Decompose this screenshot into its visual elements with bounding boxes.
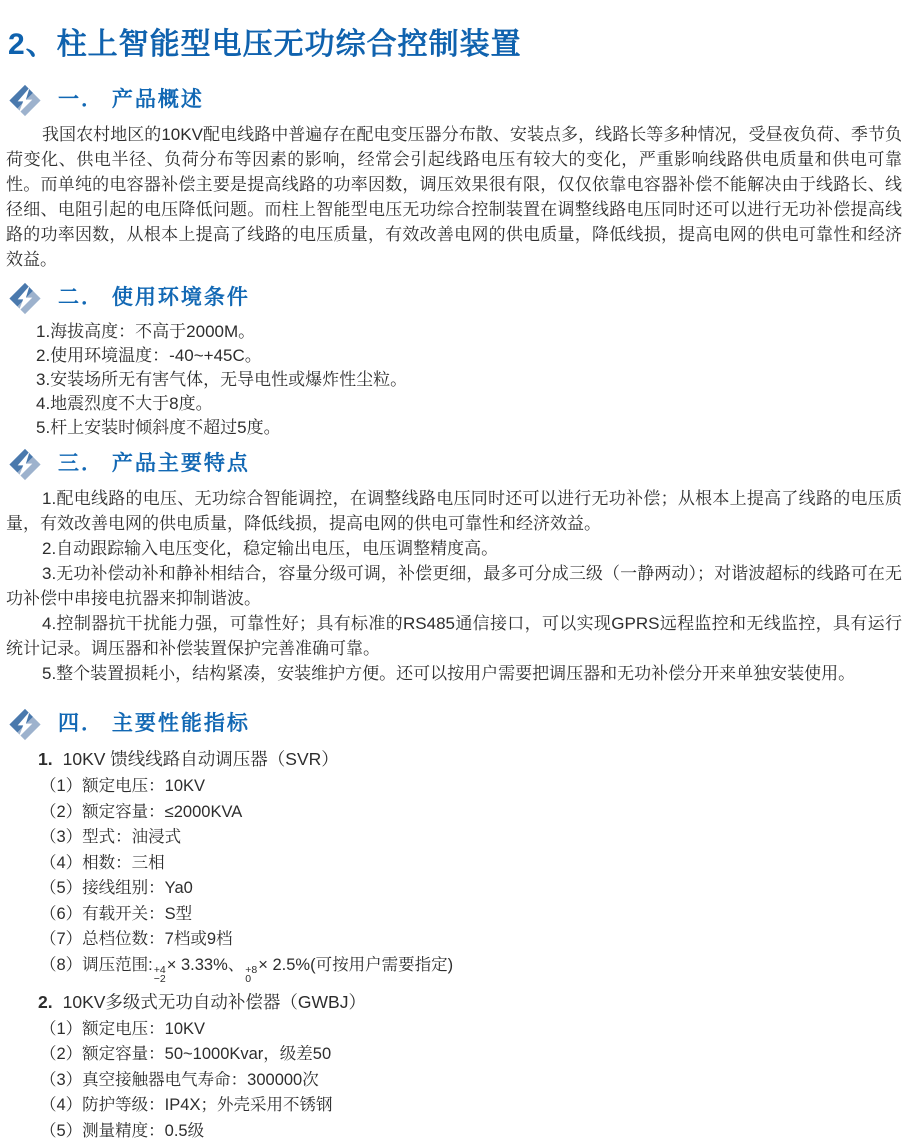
env-condition-item: 5.杆上安装时倾斜度不超过5度。 [36, 416, 902, 440]
lightning-diamond-icon [8, 448, 42, 481]
env-condition-item: 3.安装场所无有害气体，无导电性或爆炸性尘粒。 [36, 368, 902, 392]
range-mid: × 3.33%、 [167, 956, 245, 974]
lightning-diamond-icon [8, 708, 42, 741]
subsection-title-text: 10KV 馈线线路自动调压器（SVR） [63, 749, 339, 769]
section-heading: 二． 使用环境条件 [58, 282, 250, 314]
lightning-diamond-icon [8, 84, 42, 117]
section-performance-header [6, 706, 902, 742]
section-environment-header [6, 280, 902, 316]
section-heading: 一． 产品概述 [58, 84, 204, 116]
env-condition-item: 2.使用环境温度：-40~+45C。 [36, 344, 902, 368]
svr-spec-list [6, 774, 902, 985]
env-condition-item: 1.海拔高度：不高于2000M。 [36, 320, 902, 344]
spec-item: （6）有载开关：S型 [40, 902, 902, 928]
spec-item: （1）额定电压：10KV [40, 774, 902, 800]
environment-condition-list [6, 320, 902, 440]
fraction-top: +4 [154, 966, 166, 976]
feature-list [6, 486, 902, 686]
section-heading: 三． 产品主要特点 [58, 448, 250, 480]
subsection-gwbj-title [38, 989, 902, 1015]
spec-item: （2）额定容量：50~1000Kvar，级差50 [40, 1042, 902, 1068]
spec-item: （4）防护等级：IP4X；外壳采用不锈钢 [40, 1093, 902, 1119]
spec-item: （3）真空接触器电气寿命：300000次 [40, 1068, 902, 1094]
spec-item: （5）接线组别：Ya0 [40, 876, 902, 902]
subsection-title-text: 10KV多级式无功自动补偿器（GWBJ） [63, 992, 366, 1012]
env-condition-item: 4.地震烈度不大于8度。 [36, 392, 902, 416]
fraction-top: +8 [245, 966, 257, 976]
range-prefix: （8）调压范围: [40, 956, 153, 974]
lightning-diamond-icon [8, 282, 42, 315]
subsection-svr-title [38, 746, 902, 772]
feature-paragraph: 5.整个装置损耗小，结构紧凑，安装维护方便。还可以按用户需要把调压器和无功补偿分开来单独安装使用。 [6, 661, 902, 686]
feature-paragraph: 2.自动跟踪输入电压变化，稳定输出电压，电压调整精度高。 [6, 536, 902, 561]
section-overview-header [6, 82, 902, 118]
range-suffix: × 2.5%(可按用户需要指定) [258, 956, 453, 974]
fraction-bottom: 0 [245, 975, 251, 985]
page-title: 2、柱上智能型电压无功综合控制装置 [8, 26, 902, 64]
section-overview [6, 82, 902, 272]
feature-paragraph: 3.无功补偿动补和静补相结合，容量分级可调，补偿更细，最多可分成三级（一静两动）；对谐波超标的线路可在无功补偿中串接电抗器来抑制谐波。 [6, 561, 902, 611]
section-features-header [6, 446, 902, 482]
section-performance [6, 706, 902, 1144]
feature-paragraph: 1.配电线路的电压、无功综合智能调控，在调整线路电压同时还可以进行无功补偿；从根本上提高了线路的电压质量，有效改善电网的供电质量，降低线损，提高电网的供电可靠性和经济效益。 [6, 486, 902, 536]
section-features [6, 446, 902, 686]
spec-item-regulation-range [40, 953, 902, 985]
overview-paragraph: 我国农村地区的10KV配电线路中普遍存在配电变压器分布散、安装点多，线路长等多种情况，受昼夜负荷、季节负荷变化、供电半径、负荷分布等因素的影响，经常会引起线路电压有较大的变化，严重影响线路供电质量和供电可靠性。而单纯的电容器补偿主要是提高线路的功率因数，调压效果很有限，仅仅依靠电容器补偿不能解决由于线路长、线径细、电阻引起的电压降低问题。而柱上智能型电压无功综合控制装置在调整线路电压同时还可以进行无功补偿提高线路的功率因数，从根本上提高了线路的电压质量，有效改善电网的供电质量，降低线损，提高电网的供电可靠性和经济效益。 [6, 122, 902, 272]
spec-item: （2）额定容量：≤2000KVA [40, 800, 902, 826]
spec-item: （1）额定电压：10KV [40, 1017, 902, 1043]
fraction-bottom: −2 [154, 975, 166, 985]
subsection-number: 2. [38, 992, 53, 1012]
feature-paragraph: 4.控制器抗干扰能力强，可靠性好；具有标准的RS485通信接口，可以实现GPRS远程监控和无线监控，具有运行统计记录。调压器和补偿装置保护完善准确可靠。 [6, 611, 902, 661]
stacked-fraction [245, 966, 257, 985]
subsection-number: 1. [38, 749, 53, 769]
spec-item: （4）相数：三相 [40, 851, 902, 877]
spec-item: （7）总档位数：7档或9档 [40, 927, 902, 953]
stacked-fraction [154, 966, 166, 985]
section-heading: 四． 主要性能指标 [58, 708, 250, 740]
gwbj-spec-list [6, 1017, 902, 1144]
spec-item: （5）测量精度：0.5级 [40, 1119, 902, 1144]
section-environment [6, 280, 902, 440]
spec-item: （3）型式：油浸式 [40, 825, 902, 851]
